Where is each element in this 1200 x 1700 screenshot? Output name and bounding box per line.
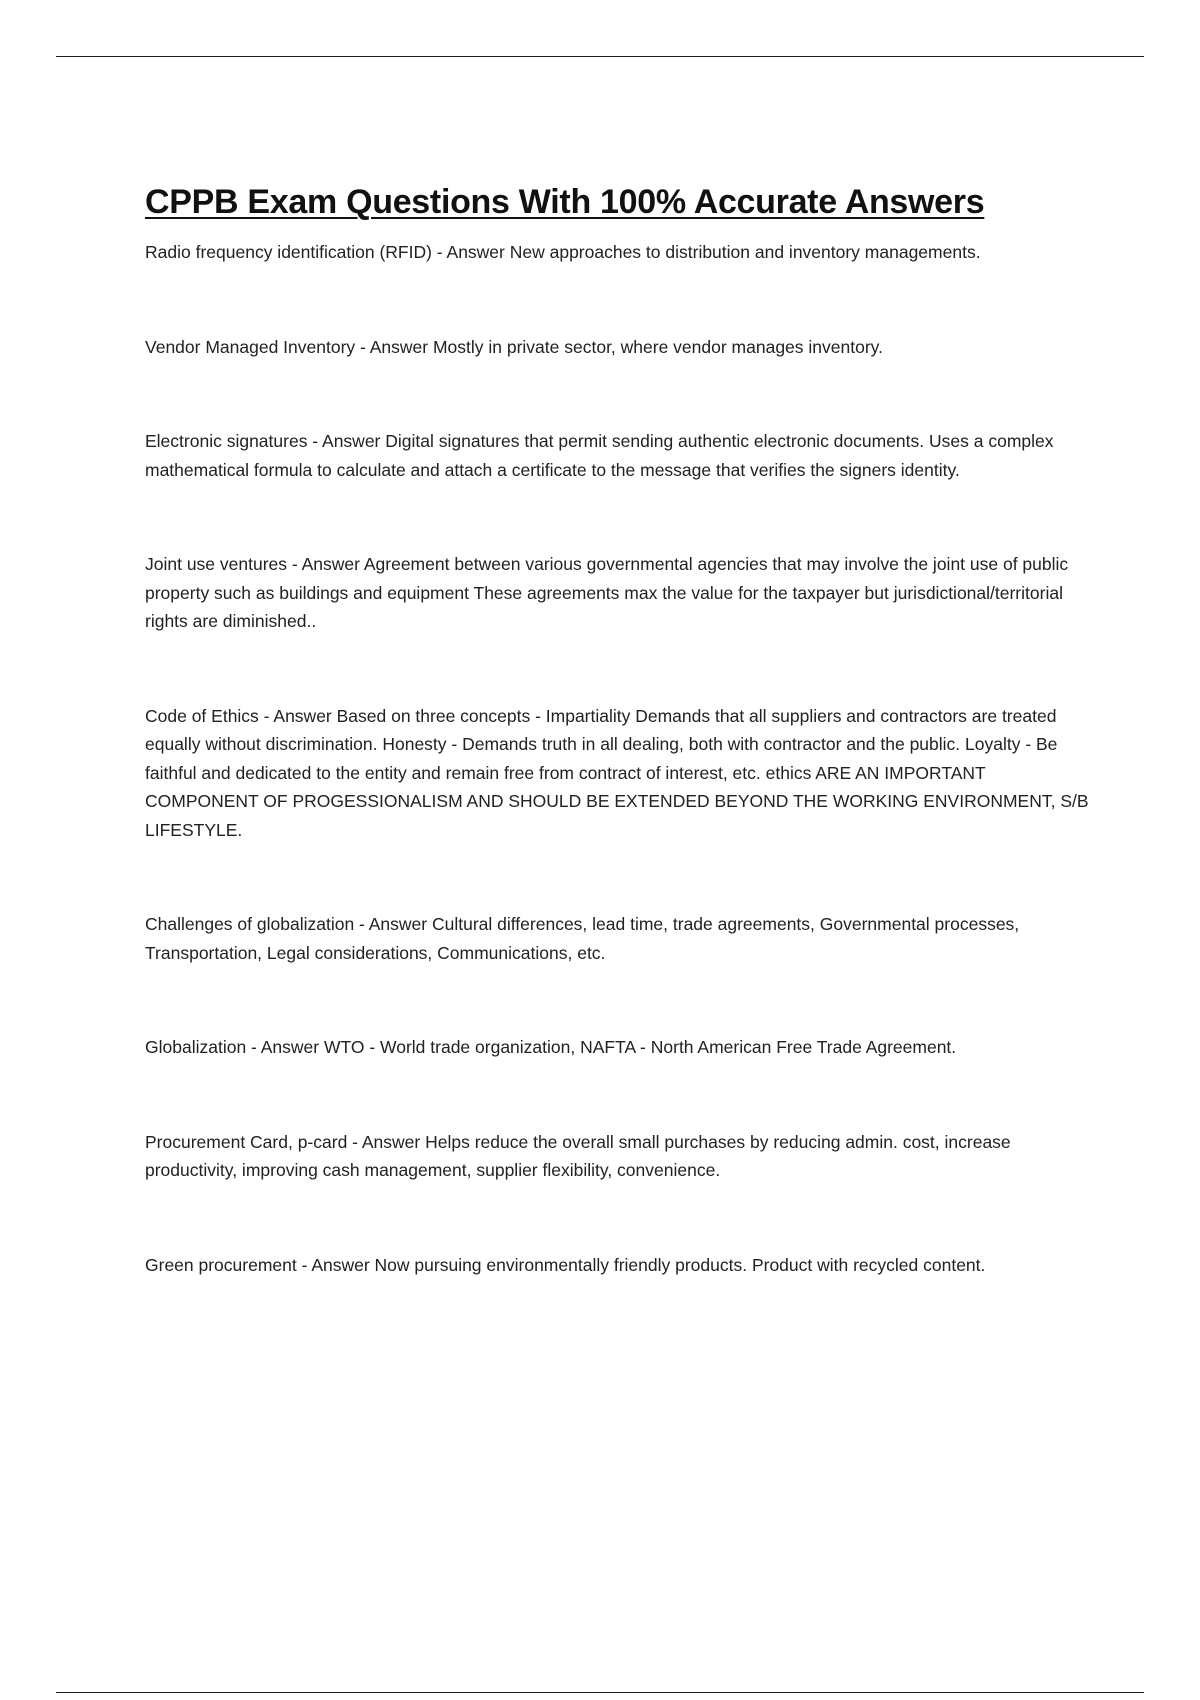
qa-item: Procurement Card, p-card - Answer Helps reduce the overall small purchases by reducing admin. cost, increase productivity, improving cash management, supplier flexibility, convenience. xyxy=(145,1131,1011,1180)
qa-item: Electronic signatures - Answer Digital signatures that permit sending authentic electronic documents. Uses a complex mathematical formula to calculate and attach a certificate to the message that verifies the signers identity. xyxy=(145,431,1054,480)
qa-item: Joint use ventures - Answer Agreement between various governmental agencies that may involve the joint use of public property such as buildings and equipment These agreements max the value for the taxpayer but jurisdictional/territorial rights are diminished.. xyxy=(145,554,1069,631)
qa-item: Code of Ethics - Answer Based on three concepts - Impartiality Demands that all suppliers and contractors are treated equally without discrimination. Honesty - Demands truth in all dealing, both with contractor and the public. Loyalty - Be faithful and dedicated to the entity and remain free from contract of interest, etc. ethics ARE AN IMPORTANT COMPONENT OF PROGESSIONALISM AND SHOULD BE EXTENDED BEYOND THE WORKING ENVIRONMENT, S/B LIFESTYLE. xyxy=(145,705,1089,840)
qa-list xyxy=(145,238,1090,1279)
document-title: CPPB Exam Questions With 100% Accurate Answers xyxy=(145,183,985,221)
qa-item: Challenges of globalization - Answer Cultural differences, lead time, trade agreements, Governmental processes, Transportation, Legal considerations, Communications, etc. xyxy=(145,914,1020,963)
page-bottom-rule xyxy=(56,1692,1144,1693)
qa-item: Globalization - Answer WTO - World trade organization, NAFTA - North American Free Trade Agreement. xyxy=(145,1037,957,1057)
qa-item: Vendor Managed Inventory - Answer Mostly in private sector, where vendor manages inventory. xyxy=(145,336,883,357)
qa-item: Green procurement - Answer Now pursuing environmentally friendly products. Product with recycled content. xyxy=(145,1254,986,1275)
document-body xyxy=(145,178,1090,1279)
page-top-rule xyxy=(56,56,1144,57)
qa-item: Radio frequency identification (RFID) - Answer New approaches to distribution and inventory managements. xyxy=(145,242,981,262)
